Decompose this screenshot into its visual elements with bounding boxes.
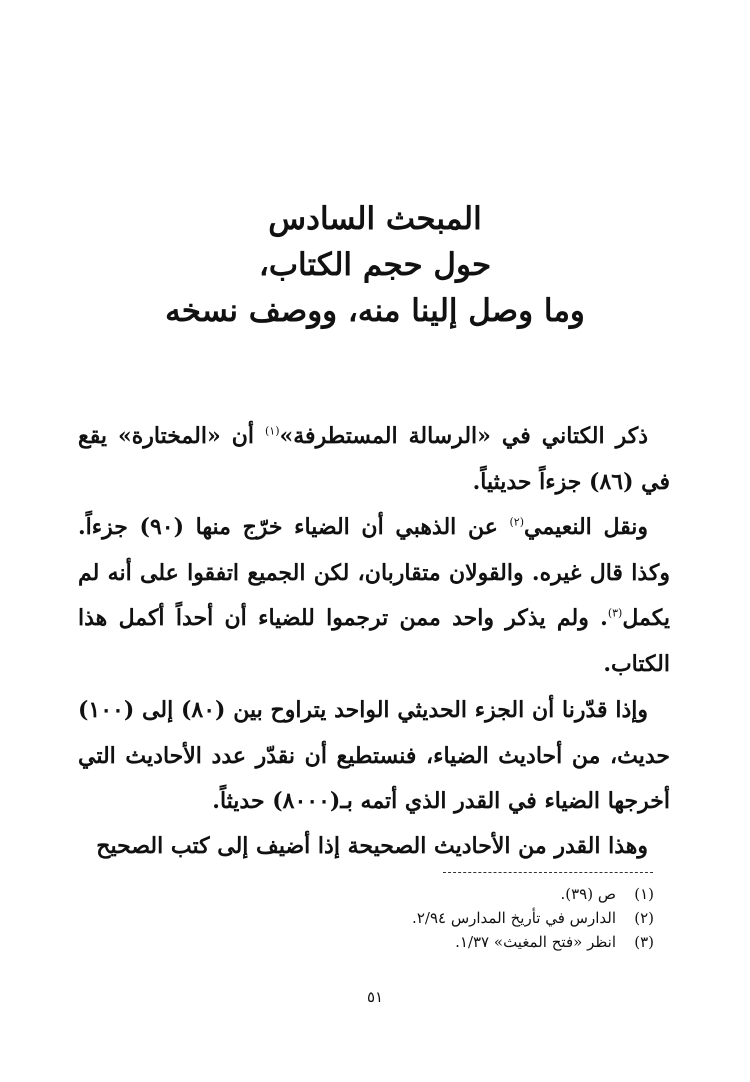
footnote-text: الدارس في تأريخ المدارس ٢/٩٤.: [412, 909, 616, 927]
section-heading: [60, 196, 690, 334]
paragraph-2-text-a: ونقل النعيمي: [524, 514, 648, 540]
page-number: ٥١: [366, 988, 384, 1006]
footnote-number: (١): [634, 885, 654, 903]
heading-line-3: وما وصل إلينا منه، ووصف نسخه: [165, 293, 585, 329]
paragraph-1: [78, 414, 670, 505]
heading-line-2: حول حجم الكتاب،: [258, 247, 492, 283]
footnote-separator: [443, 872, 653, 873]
footnote-2: [324, 906, 654, 930]
footnote-text: انظر «فتح المغيث» ١/٣٧.: [455, 933, 616, 951]
heading-line-1: المبحث السادس: [268, 201, 482, 237]
footnote-ref-3: (٣): [607, 606, 623, 620]
footnotes: [324, 882, 654, 954]
paragraph-1-text-b: أن «المختارة» يقع في (٨٦) جزءاً حديثياً.: [78, 423, 670, 495]
paragraph-2: [78, 505, 670, 687]
paragraph-2-text-b: عن الذهبي أن الضياء خرّج منها (٩٠) جزءاً. وكذا قال غيره. والقولان متقاربان، لكن الجميع اتفقوا على أنه لم يكمل: [78, 514, 670, 631]
footnote-3: [324, 930, 654, 954]
footnote-text: ص (٣٩).: [560, 885, 616, 903]
footnote-ref-1: (١): [265, 424, 280, 438]
footnote-ref-2: (٢): [509, 515, 525, 529]
paragraph-2-text-c: . ولم يذكر واحد ممن ترجموا للضياء أن أحداً أكمل هذا الكتاب.: [78, 605, 670, 677]
footnote-number: (٢): [634, 909, 654, 927]
footnote-number: (٣): [634, 933, 654, 951]
paragraph-1-text-a: ذكر الكتاني في «الرسالة المستطرفة»: [279, 423, 648, 449]
paragraph-4: وهذا القدر من الأحاديث الصحيحة إذا أضيف إلى كتب الصحيح: [96, 833, 648, 859]
paragraph-3: وإذا قدّرنا أن الجزء الحديثي الواحد يتراوح بين (٨٠) إلى (١٠٠) حديث، من أحاديث الضياء، فنستطيع أن نقدّر عدد الأحاديث التي أخرجها الضياء في القدر الذي أتمه بـ(٨٠٠٠) حديثاً.: [78, 697, 670, 814]
footnote-1: [324, 882, 654, 906]
